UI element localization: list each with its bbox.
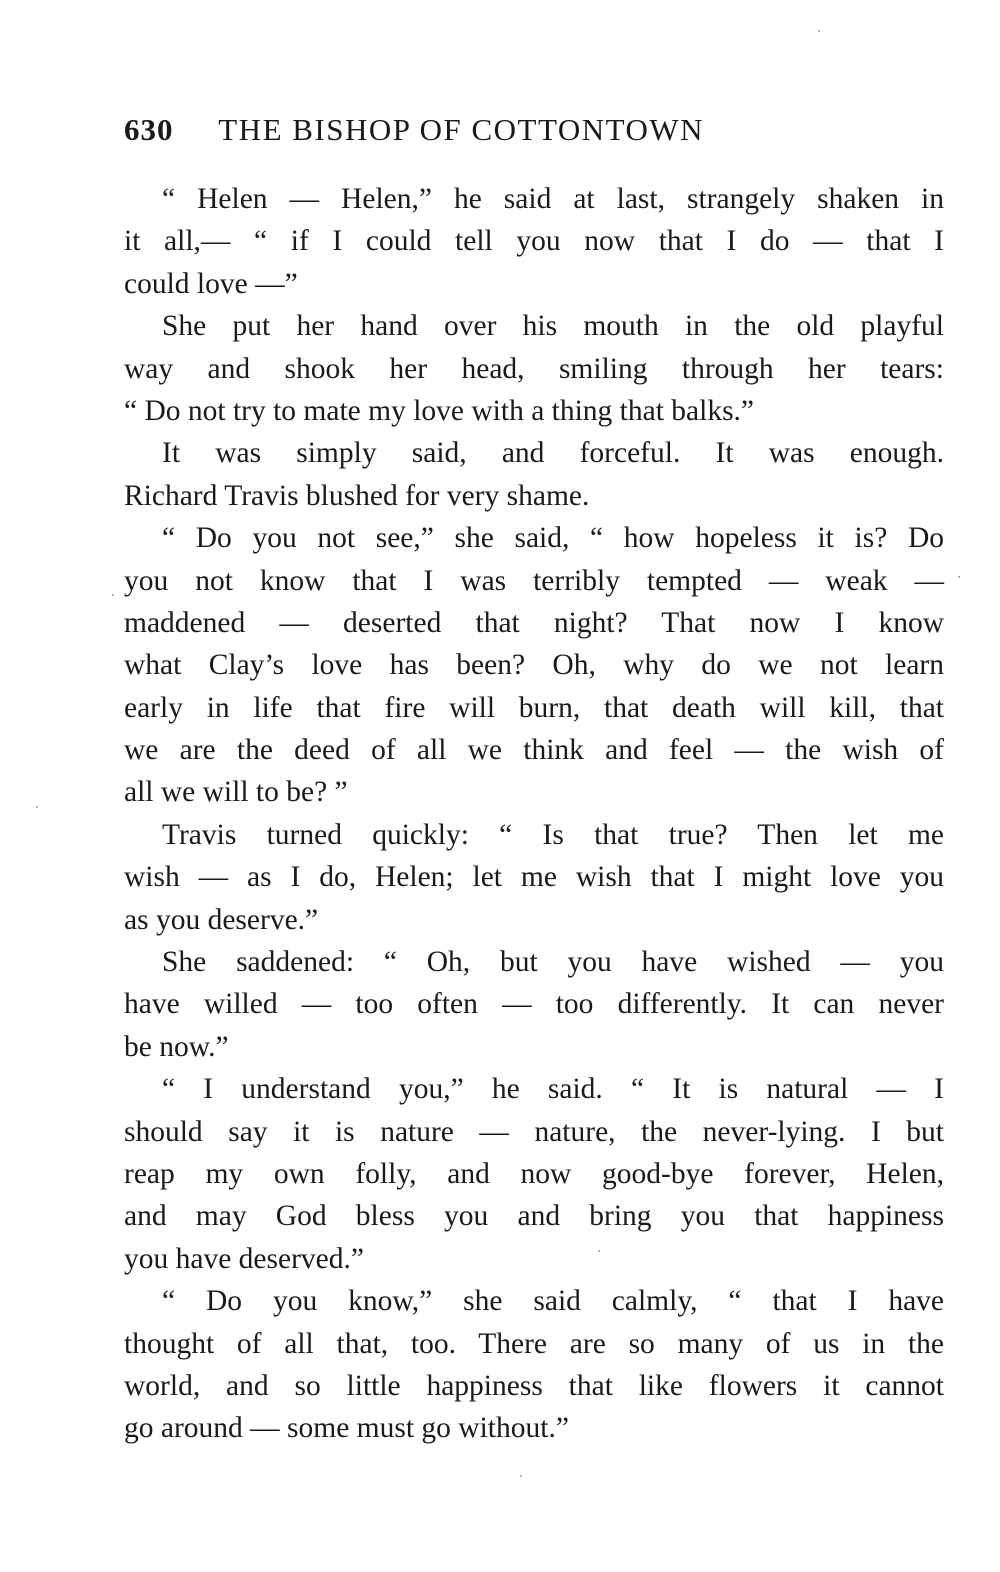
text-line: “ Helen — Helen,” he said at last, strangely shaken in xyxy=(162,183,944,215)
text-line: be now.” xyxy=(124,1030,229,1063)
text-line: “ Do you not see,” she said, “ how hopeless it is? Do xyxy=(162,522,944,555)
text-line: It was simply said, and forceful. It was enough. xyxy=(162,437,944,470)
scan-speck xyxy=(598,1250,600,1252)
text-line: as you deserve.” xyxy=(124,903,319,936)
text-line: it all,— “ if I could tell you now that I do — that I xyxy=(124,225,944,258)
scan-speck xyxy=(520,1475,522,1477)
text-line: maddened — deserted that night? That now I know xyxy=(124,606,944,639)
text-line: all we will to be? ” xyxy=(124,776,348,809)
text-line: you have deserved.” xyxy=(124,1242,364,1275)
text-line: thought of all that, too. There are so many of us in the xyxy=(124,1327,944,1360)
scan-speck xyxy=(112,594,114,596)
scan-speck xyxy=(36,806,38,808)
text-line: “ Do you know,” she said calmly, “ that I have xyxy=(162,1285,944,1318)
text-line: Richard Travis blushed for very shame. xyxy=(124,479,590,512)
scan-speck xyxy=(958,576,960,578)
text-line: go around — some must go without.” xyxy=(124,1412,569,1445)
body-text xyxy=(124,178,944,1450)
text-line: early in life that fire will burn, that death will kill, that xyxy=(124,691,944,724)
text-line: world, and so little happiness that like flowers it cannot xyxy=(124,1369,944,1402)
text-line: could love —” xyxy=(124,267,298,300)
text-line: “ Do not try to mate my love with a thing that balks.” xyxy=(124,394,755,427)
page-number: 630 xyxy=(124,112,174,147)
text-line: you not know that I was terribly tempted — weak — xyxy=(124,564,944,597)
text-line: wish — as I do, Helen; let me wish that I might love you xyxy=(124,861,944,894)
text-line: She saddened: “ Oh, but you have wished — you xyxy=(162,946,944,979)
text-line: what Clay’s love has been? Oh, why do we not learn xyxy=(124,649,944,682)
text-line: reap my own folly, and now good-bye forever, Helen, xyxy=(124,1157,944,1190)
text-line: way and shook her head, smiling through her tears: xyxy=(124,352,944,385)
text-line: “ I understand you,” he said. “ It is natural — I xyxy=(162,1073,944,1106)
text-line: we are the deed of all we think and feel — the wish of xyxy=(124,734,944,767)
scan-speck xyxy=(818,30,820,32)
text-line: have willed — too often — too differently. It can never xyxy=(124,988,944,1021)
text-line: and may God bless you and bring you that happiness xyxy=(124,1200,944,1233)
text-line: Travis turned quickly: “ Is that true? Then let me xyxy=(162,818,944,851)
text-line: She put her hand over his mouth in the old playful xyxy=(162,310,944,343)
running-head xyxy=(124,112,944,156)
text-line: should say it is nature — nature, the never-lying. I but xyxy=(124,1115,944,1148)
book-title: THE BISHOP OF COTTONTOWN xyxy=(218,112,705,147)
